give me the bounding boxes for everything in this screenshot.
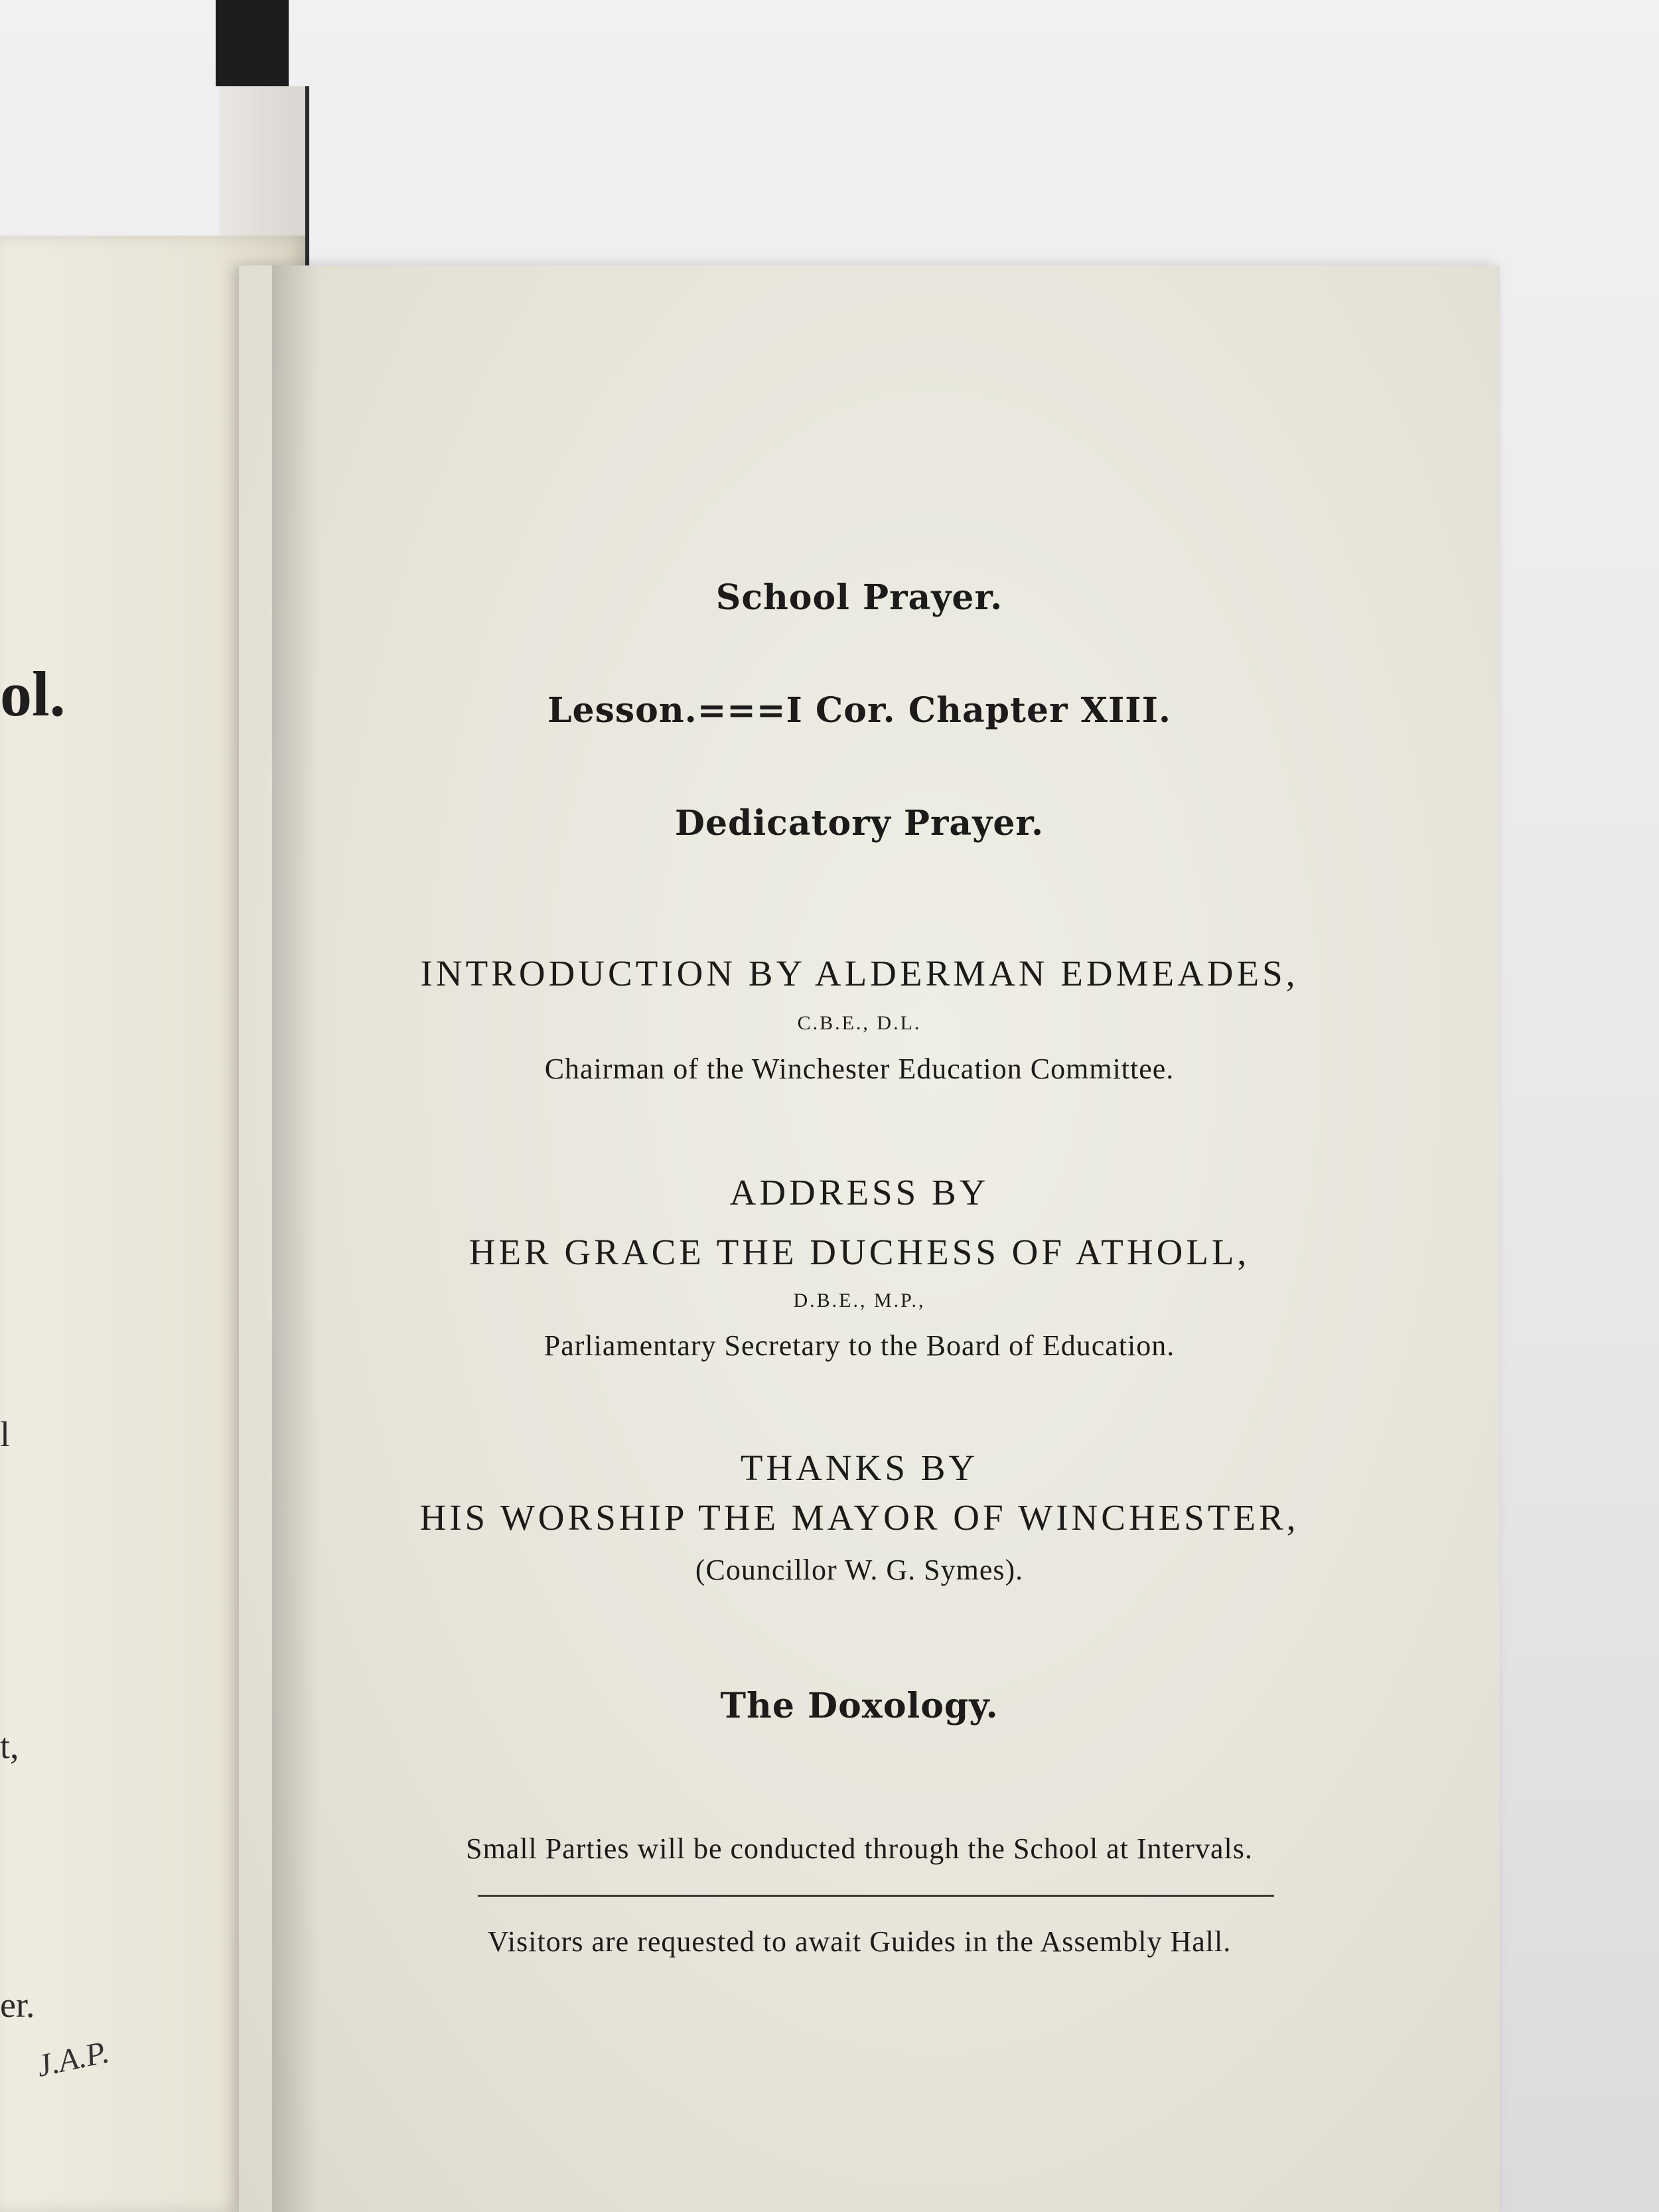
address-title: ADDRESS BY [729,1172,989,1213]
dedicatory-prayer-heading: Dedicatory Prayer. [674,803,1045,844]
left-page-fragment-c: er. [0,1985,35,2025]
left-page-signature: J.A.P. [33,2034,113,2084]
thanks-title: THANKS BY [740,1447,979,1488]
thanks-speaker: HIS WORSHIP THE MAYOR OF WINCHESTER, [419,1497,1299,1538]
left-page-title-fragment: ol. [0,658,66,729]
binder-strip [216,0,289,86]
divider-rule [478,1895,1274,1897]
lesson-heading: Lesson.===I Cor. Chapter XIII. [547,690,1172,731]
thanks-name: (Councillor W. G. Symes). [695,1554,1024,1586]
page-gutter-shadow [272,265,319,2212]
introduction-title: INTRODUCTION BY ALDERMAN EDMEADES, [420,953,1299,994]
introduction-role: Chairman of the Winchester Education Committee. [544,1053,1175,1085]
left-page-fragment-b: t, [0,1726,19,1766]
doxology-heading: The Doxology. [720,1686,999,1726]
note-visitors: Visitors are requested to await Guides in the Assembly Hall. [487,1925,1232,1958]
school-prayer-heading: School Prayer. [715,577,1003,618]
note-small-parties: Small Parties will be conducted through the School at Intervals. [466,1832,1253,1865]
address-role: Parliamentary Secretary to the Board of Education. [543,1329,1175,1362]
address-speaker: HER GRACE THE DUCHESS OF ATHOLL, [469,1232,1250,1272]
introduction-honours: C.B.E., D.L. [797,1012,922,1034]
left-page-fragment-a: l [0,1414,11,1454]
address-honours: D.B.E., M.P., [793,1290,926,1311]
